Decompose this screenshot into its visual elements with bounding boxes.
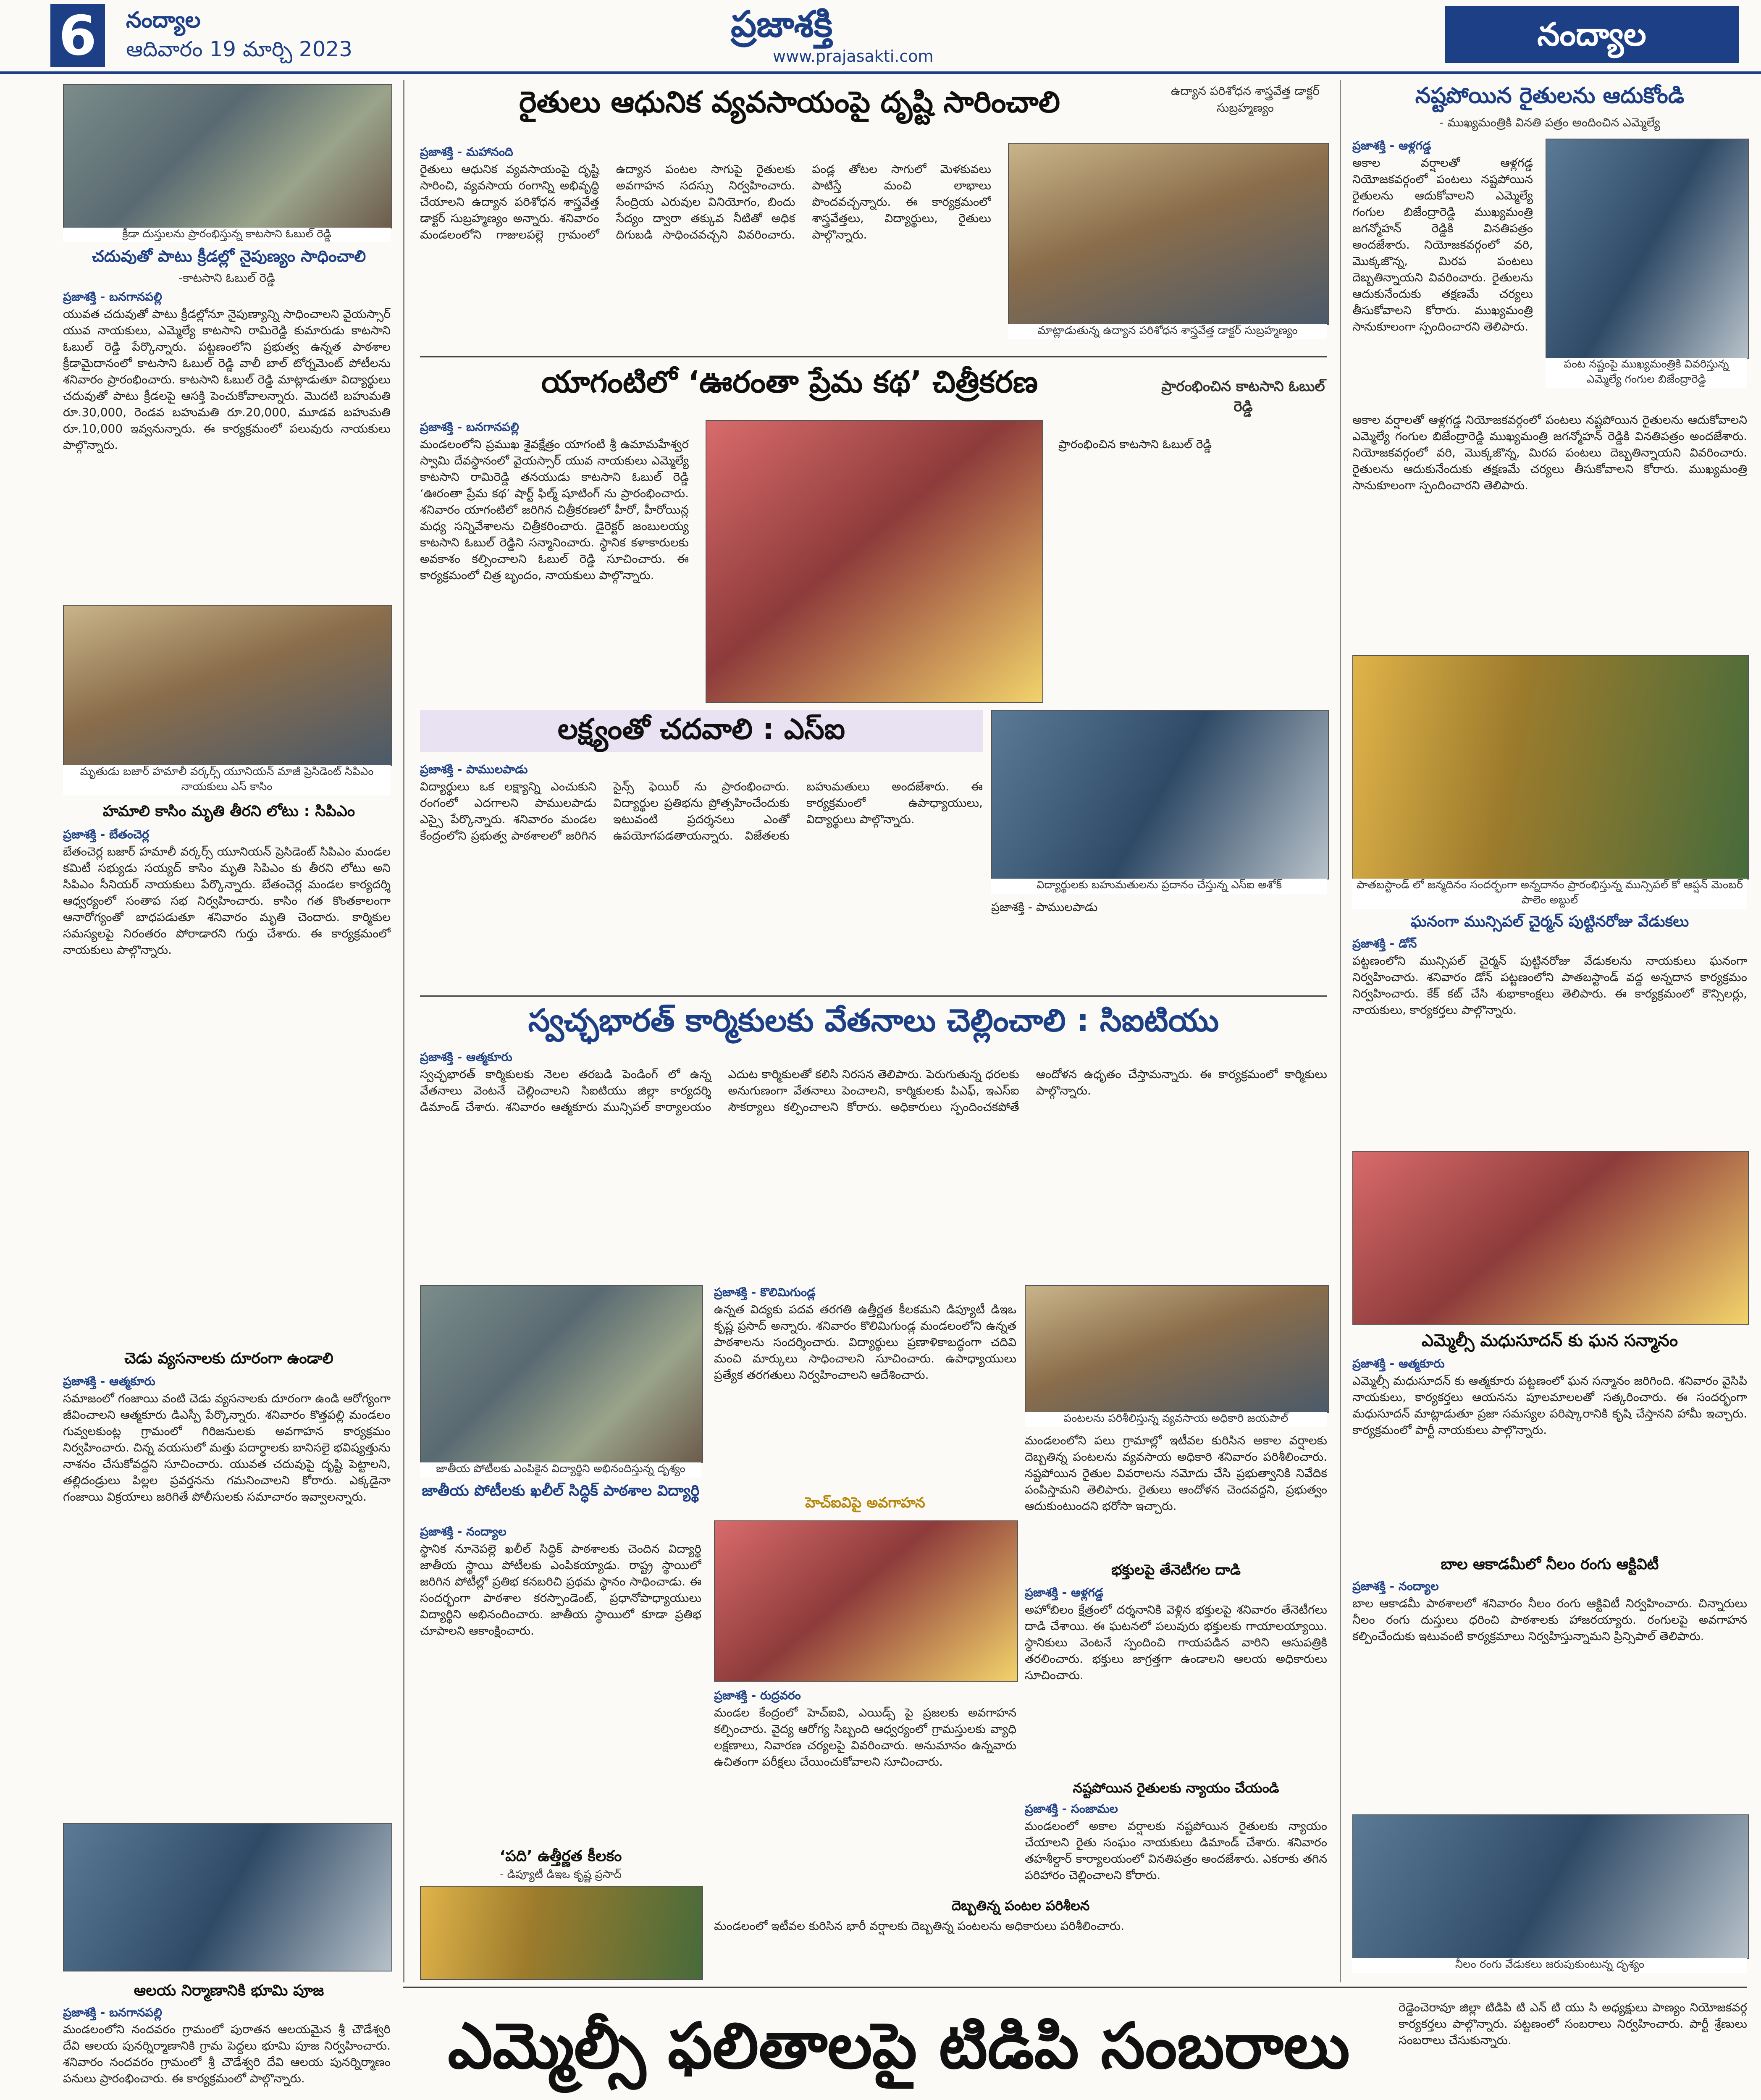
article-body: బాల ఆకాడమీ పాఠశాలలో శనివారం నీలం రంగు ఆక్టివిటీ నిర్వహించారు. చిన్నారులు నీలం రంగు దుస్తులు ధరించి పాఠశాలకు హాజరయ్యారు. రంగులపై అవగాహన కల్పించేందుకు ఇటువంటి కార్యక్రమాలు నిర్వహిస్తున్నామని ప్రిన్సిపాల్ తెలిపారు. xyxy=(1352,1596,1747,1643)
paper-url: www.prajasakti.com xyxy=(773,47,934,66)
photo-caption: నీలం రంగు వేడుకలు జరుపుకుంటున్న దృశ్యం xyxy=(1352,1958,1747,1973)
photo-caption: క్రీడా దుస్తులను ప్రారంభిస్తున్న కాటసాని ఓబుల్ రెడ్డి xyxy=(63,228,391,242)
photo-hiv-awareness xyxy=(714,1520,1018,1682)
article-body: విద్యార్థులు ఒక లక్ష్యాన్ని ఎంచుకుని రంగంలో ఎదగాలని పాములపాడు ఎస్సై పేర్కొన్నారు. శనివారం మండల కేంద్రంలోని ప్రభుత్వ పాఠశాలలో జరిగిన సైన్స్ ఫెయిర్ ను ప్రారంభించారు. విద్యార్థుల ప్రతిభను ప్రోత్సహించేందుకు ఇటువంటి ప్రదర్శనలు ఎంతో ఉపయోగపడతాయన్నారు. విజేతలకు బహుమతులు అందజేశారు. ఈ కార్యక్రమంలో ఉపాధ్యాయులు, విద్యార్థులు పాల్గొన్నారు. xyxy=(420,780,983,843)
photo-agri-scientist xyxy=(1008,143,1329,325)
photo-national-selection xyxy=(420,1285,703,1463)
article-body: సమాజంలో గంజాయి వంటి చెడు వ్యసనాలకు దూరంగా ఉండి ఆరోగ్యంగా జీవించాలని ఆత్మకూరు డిఎస్పీ పేర్కొన్నారు. శనివారం కొత్తపల్లి మండలం గువ్వలకుంట్ల గ్రామంలో గిరిజనులకు అవగాహన కార్యక్రమం నిర్వహించారు. చిన్న వయసులో మత్తు పదార్థాలకు బానిసలై భవిష్యత్తును నాశనం చేసుకోవద్దని సూచించారు. యువత చదువుపై దృష్టి పెట్టాలని, తల్లిదండ్రులు పిల్లల ప్రవర్తనను గమనించాలని కోరారు. ఎక్కడైనా గంజాయి విక్రయాలు జరిగితే పోలీసులకు సమాచారం ఇవ్వాలన్నారు. xyxy=(63,1391,391,1504)
dateline: ప్రజాశక్తి - డోన్ xyxy=(1352,937,1417,950)
photo-obituary xyxy=(63,605,392,766)
photo-annadanam xyxy=(1352,655,1749,879)
article-body: ఎమ్మెల్సీ మధుసూదన్ కు ఆత్మకూరు పట్టణంలో ఘన సన్మానం జరిగింది. శనివారం వైసిపి నాయకులు, కార్యకర్తలు ఆయనను పూలమాలలతో సత్కరించారు. ఈ సందర్భంగా మధుసూదన్ మాట్లాడుతూ ప్రజా సమస్యల పరిష్కారానికి కృషి చేస్తానని హామీ ఇచ్చారు. కార్యక్రమంలో పార్టీ నాయకులు పాల్గొన్నారు. xyxy=(1352,1374,1747,1437)
article-body: బేతంచెర్ల బజార్ హమాలీ వర్కర్స్ యూనియన్ ప్రెసిడెంట్ సిపిఎం మండల కమిటీ సభ్యుడు సయ్యద్ కాసిం మృతి సిపిఎం కు తీరని లోటు అని సిపిఎం సీనియర్ నాయకులు పేర్కొన్నారు. బేతంచెర్ల మండల కార్యదర్శి ఆధ్వర్యంలో సంతాప సభ నిర్వహించారు. కాసిం గత కొంతకాలంగా ఆనారోగ్యంతో బాధపడుతూ శనివారం మృతి చెందారు. కార్మికుల సమస్యలపై నిరంతరం పోరాడారని గుర్తు చేశారు. ఈ కార్యక్రమంలో నాయకులు పాల్గొన్నారు. xyxy=(63,845,391,957)
headline: హమాలి కాసిం మృతి తీరని లోటు : సిపిఎం xyxy=(102,803,355,820)
photo-film-shooting xyxy=(706,420,1043,703)
masthead-district: నంద్యాల xyxy=(126,8,201,33)
kicker: ఉద్యాన పరిశోధన శాస్త్రవేత్త డాక్టర్ సుబ్రహ్మణ్యం xyxy=(1171,84,1320,115)
photo-caption: పంటలను పరిశీలిస్తున్న వ్యవసాయ అధికారి జయపాల్ xyxy=(1025,1412,1327,1427)
article-body: స్వచ్ఛభారత్ కార్మికులకు నెలల తరబడి పెండింగ్ లో ఉన్న వేతనాలు వెంటనే చెల్లించాలని సిఐటియు జిల్లా కార్యదర్శి డిమాండ్ చేశారు. శనివారం ఆత్మకూరు మున్సిపల్ కార్యాలయం ఎదుట కార్మికులతో కలిసి నిరసన తెలిపారు. పెరుగుతున్న ధరలకు అనుగుణంగా వేతనాలు పెంచాలని, కార్మికులకు పిఎఫ్, ఇఎస్ఐ సౌకర్యాలు కల్పించాలని కోరారు. అధికారులు స్పందించకపోతే ఆందోళన ఉధృతం చేస్తామన్నారు. ఈ కార్యక్రమంలో కార్మికులు పాల్గొన్నారు. xyxy=(420,1067,1327,1114)
dateline: ప్రజాశక్తి - ఆత్మకూరు xyxy=(63,1374,155,1388)
headline: ఘనంగా మున్సిపల్ చైర్మన్ పుట్టినరోజు వేడుకలు xyxy=(1410,913,1689,930)
headline: దెబ్బతిన్న పంటల పరిశీలన xyxy=(951,1898,1090,1914)
article-body: మండలంలో ఇటీవల కురిసిన భారీ వర్షాలకు దెబ్బతిన్న పంటలను అధికారులు పరిశీలించారు. xyxy=(714,1919,1125,1933)
article-body: యువత చదువుతో పాటు క్రీడల్లోనూ నైపుణ్యాన్ని సాధించాలని వైయస్సార్ యువ నాయకులు, ఎమ్మెల్యే కాటసాని రామిరెడ్డి కుమారుడు కాటసాని ఓబుల్ రెడ్డి పేర్కొన్నారు. పట్టణంలోని ప్రభుత్వ ఉన్నత పాఠశాల క్రీడామైదానంలో కాటసాని ఓబుల్ రెడ్డి వాలీ బాల్ టోర్నమెంట్ పోటీలను శనివారం ప్రారంభించారు. కాటసాని ఓబుల్ రెడ్డి మాట్లాడుతూ విద్యార్థులు చదువుతో పాటు క్రీడలపై ఆసక్తి పెంచుకోవాలన్నారు. మొదటి బహుమతి రూ.30,000, రెండవ బహుమతి రూ.20,000, మూడవ బహుమతి రూ.10,000 ఇవ్వనున్నారు. ఈ కార్యక్రమంలో పలువురు నాయకులు పాల్గొన్నారు. xyxy=(63,307,391,452)
dateline: ప్రజాశక్తి - కొలిమిగుండ్ల xyxy=(714,1285,816,1299)
column-divider xyxy=(403,80,404,1982)
dateline: ప్రజాశక్తి - పాములపాడు xyxy=(420,762,528,776)
dateline: ప్రజాశక్తి - ఆళ్లగడ్డ xyxy=(1025,1586,1104,1599)
article-body: మండలంలోని నందవరం గ్రామంలో పురాతన ఆలయమైన శ్రీ చౌడేశ్వరి దేవి ఆలయ పునర్నిర్మాణానికి గ్రామ పెద్దలు భూమి పూజ నిర్వహించారు. శనివారం నందవరం గ్రామంలో శ్రీ చౌడేశ్వరి దేవి ఆలయ పునర్నిర్మాణం పనులు ప్రారంభించారు. ఈ కార్యక్రమంలో పాల్గొన్నారు. xyxy=(63,2022,391,2085)
article-body: పట్టణంలోని మున్సిపల్ చైర్మన్ పుట్టినరోజు వేడుకలను నాయకులు ఘనంగా నిర్వహించారు. శనివారం డోన్ పట్టణంలోని పాతబస్టాండ్ వద్ద అన్నదాన కార్యక్రమం నిర్వహించారు. కేక్ కట్ చేసి శుభాకాంక్షలు తెలిపారు. ఈ కార్యక్రమంలో కౌన్సిలర్లు, నాయకులు, కార్యకర్తలు పాల్గొన్నారు. xyxy=(1352,954,1747,1017)
headline: ఎమ్మెల్సీ ఫలితాలపై టిడిపి సంబరాలు xyxy=(448,2010,1350,2083)
headline: భక్తులపై తేనెటీగల దాడి xyxy=(1111,1562,1241,1578)
dateline: ప్రజాశక్తి - బనగానపల్లి xyxy=(63,2006,162,2019)
article-body: అహోబిలం క్షేత్రంలో దర్శనానికి వెళ్లిన భక్తులపై శనివారం తేనెటీగలు దాడి చేశాయి. ఈ ఘటనలో పలువురు భక్తులకు గాయాలయ్యాయి. స్థానికులు వెంటనే స్పందించి గాయపడిన వారిని ఆసుపత్రికి తరలించారు. భక్తులు జాగ్రత్తగా ఉండాలని ఆలయ అధికారులు సూచించారు. xyxy=(1025,1603,1327,1682)
article-body-continued: అకాల వర్షాలతో ఆళ్లగడ్డ నియోజకవర్గంలో పంటలు నష్టపోయిన రైతులను ఆదుకోవాలని ఎమ్మెల్యే గంగుల బిజేంద్రారెడ్డి ముఖ్యమంత్రి జగన్మోహన్ రెడ్డికి వినతిపత్రం అందజేశారు. నియోజకవర్గంలో వరి, మొక్కజొన్న, మిరప పంటలు దెబ్బతిన్నాయని వివరించారు. రైతులను ఆదుకునేందుకు తక్షణమే చర్యలు తీసుకోవాలని కోరారు. ముఖ్యమంత్రి సానుకూలంగా స్పందించారని తెలిపారు. xyxy=(1352,413,1747,492)
kicker: -కాటసాని ఓబుల్ రెడ్డి xyxy=(178,271,275,285)
article-body: స్థానిక నూనెపల్లె ఖలీల్ సిద్ధిక్ పాఠశాలకు చెందిన విద్యార్థి జాతీయ స్థాయి పోటీలకు ఎంపికయ్యాడు. రాష్ట్ర స్థాయిలో జరిగిన పోటీల్లో ప్రతిభ కనబరిచి ప్రథమ స్థానం సాధించాడు. ఈ సందర్భంగా పాఠశాల కరస్పాండెంట్, ప్రధానోపాధ్యాయులు విద్యార్థిని అభినందించారు. జాతీయ స్థాయిలో కూడా ప్రతిభ చూపాలని ఆకాంక్షించారు. xyxy=(420,1542,701,1638)
headline: బాల ఆకాడమీలో నీలం రంగు ఆక్టివిటీ xyxy=(1441,1556,1659,1573)
section-rule xyxy=(403,1987,1747,1988)
dateline: ప్రజాశక్తి - నంద్యాల xyxy=(420,1525,507,1538)
photo-tenth-class xyxy=(420,1886,703,1980)
headline: నష్టపోయిన రైతులకు న్యాయం చేయండి xyxy=(1073,1780,1279,1796)
dateline: ప్రజాశక్తి - ఆత్మకూరు xyxy=(1352,1357,1445,1370)
dateline: ప్రజాశక్తి - రుద్రవరం xyxy=(714,1688,801,1702)
headline: నష్టపోయిన రైతులను ఆదుకోండి xyxy=(1415,83,1685,108)
masthead-date: ఆదివారం 19 మార్చి 2023 xyxy=(126,37,353,61)
photo-mlc-felicitation xyxy=(1352,1151,1749,1325)
section-title: నంద్యాల xyxy=(1445,6,1739,63)
article-body: అకాల వర్షాలతో ఆళ్లగడ్డ నియోజకవర్గంలో పంటలు నష్టపోయిన రైతులను ఆదుకోవాలని ఎమ్మెల్యే గంగుల బిజేంద్రారెడ్డి ముఖ్యమంత్రి జగన్మోహన్ రెడ్డికి వినతిపత్రం అందజేశారు. నియోజకవర్గంలో వరి, మొక్కజొన్న, మిరప పంటలు దెబ్బతిన్నాయని వివరించారు. రైతులను ఆదుకునేందుకు తక్షణమే చర్యలు తీసుకోవాలని కోరారు. ముఖ్యమంత్రి సానుకూలంగా స్పందించారని తెలిపారు. xyxy=(1352,156,1533,333)
headline: హెచ్ఐవిపై అవగాహన xyxy=(805,1494,925,1511)
photo-cm-meeting xyxy=(1546,139,1749,359)
headline: ‘పది’ ఉత్తీర్ణత కీలకం xyxy=(499,1848,622,1865)
article-body: మండల కేంద్రంలో హెచ్ఐవి, ఎయిడ్స్ పై ప్రజలకు అవగాహన కల్పించారు. వైద్య ఆరోగ్య సిబ్బంది ఆధ్వర్యంలో గ్రామస్తులకు వ్యాధి లక్షణాలు, నివారణ చర్యలపై వివరించారు. అనుమానం ఉన్నవారు ఉచితంగా పరీక్షలు చేయించుకోవాలని సూచించారు. xyxy=(714,1706,1016,1769)
dateline: ప్రజాశక్తి - మహానంది xyxy=(420,145,513,159)
photo-volleyball-launch xyxy=(63,84,392,228)
page-number: 6 xyxy=(50,4,105,67)
article-body: రైతులు ఆధునిక వ్యవసాయంపై దృష్టి సారించి, వ్యవసాయ రంగాన్ని అభివృద్ధి చేయాలని ఉద్యాన పరిశోధన శాస్త్రవేత్త డాక్టర్ సుబ్రహ్మణ్యం అన్నారు. శనివారం మండలంలోని గాజులపల్లె గ్రామంలో ఉద్యాన పంటల సాగుపై రైతులకు అవగాహన సదస్సు నిర్వహించారు. సేంద్రియ ఎరువుల వినియోగం, బిందు సేద్యం ద్వారా తక్కువ నీటితో అధిక దిగుబడి సాధించవచ్చని వివరించారు. పండ్ల తోటల సాగులో మెళకువలు పాటిస్తే మంచి లాభాలు పొందవచ్చన్నారు. ఈ కార్యక్రమంలో శాస్త్రవేత్తలు, విద్యార్థులు, రైతులు పాల్గొన్నారు. xyxy=(420,162,991,242)
article-body: ఉన్నత విద్యకు పదవ తరగతి ఉత్తీర్ణత కీలకమని డిప్యూటీ డిఇఒ కృష్ణ ప్రసాద్ అన్నారు. శనివారం కొలిమిగుండ్ల మండలంలోని ఉన్నత పాఠశాలను సందర్శించారు. విద్యార్థులు ప్రణాళికాబద్ధంగా చదివి మంచి మార్కులు సాధించాలని సూచించారు. ఉపాధ్యాయులు ప్రత్యేక తరగతులు నిర్వహించాలని ఆదేశించారు. xyxy=(714,1302,1016,1382)
photo-caption: విద్యార్థులకు బహుమతులను ప్రదానం చేస్తున్న ఎస్ఐ అశోక్ xyxy=(991,879,1327,894)
article-body: రెడ్డెంచెరావూ జిల్లా టిడిపి టి ఎన్ టి యు సి అధ్యక్షులు పాణ్యం నియోజకవర్గ కార్యకర్తలు పాల్గొన్నారు. పట్టణంలో సంబరాలు నిర్వహించారు. పార్టీ శ్రేణులు సంబరాలు చేసుకున్నారు. xyxy=(1399,2000,1747,2047)
headline: ఆలయ నిర్మాణానికి భూమి పూజ xyxy=(134,1982,324,1999)
photo-crop-inspection xyxy=(1025,1285,1329,1413)
photo-caption: మృతుడు బజార్ హమాలీ వర్కర్స్ యూనియన్ మాజీ ప్రెసిడెంట్ సిపిఎం నాయకులు ఎస్ కాసిం xyxy=(63,765,391,795)
dateline: ప్రజాశక్తి - ఆత్మకూరు xyxy=(420,1050,512,1064)
kicker: ప్రారంభించిన కాటసాని ఓబుల్ రెడ్డి xyxy=(1161,378,1325,415)
dateline: ప్రజాశక్తి - సంజామల xyxy=(1025,1802,1118,1816)
headline: స్వచ్ఛభారత్ కార్మికులకు వేతనాలు చెల్లించాలి : సిఐటియు xyxy=(528,1003,1219,1039)
photo-science-fair xyxy=(991,710,1329,879)
photo-temple-pooja xyxy=(63,1823,392,1971)
headline: చదువుతో పాటు క్రీడల్లో నైపుణ్యం సాధించాలి xyxy=(92,247,366,265)
dateline: ప్రజాశక్తి - బేతంచెర్ల xyxy=(63,827,149,841)
photo-blue-day xyxy=(1352,1814,1749,1959)
article-body: మండలంలో అకాల వర్షాలకు నష్టపోయిన రైతులకు న్యాయం చేయాలని రైతు సంఘం నాయకులు డిమాండ్ చేశారు. శనివారం తహశీల్దార్ కార్యాలయంలో వినతిపత్రం అందజేశారు. ఎకరాకు తగిన పరిహారం చెల్లించాలని కోరారు. xyxy=(1025,1819,1327,1882)
section-rule xyxy=(420,995,1327,997)
article-body-continued: ప్రజాశక్తి - పాములపాడు xyxy=(991,900,1098,914)
headline: యాగంటిలో ‘ఊరంతా ప్రేమ కథ’ చిత్రీకరణ xyxy=(541,364,1038,399)
dateline: ప్రజాశక్తి - ఆళ్లగడ్డ xyxy=(1352,139,1431,152)
headline: లక్ష్యంతో చదవాలి : ఎస్ఐ xyxy=(557,713,845,746)
photo-caption: పాతబస్టాండ్ లో జన్మదినం సందర్భంగా అన్నదానం ప్రారంభిస్తున్న మున్సిపల్ కో ఆప్షన్ మెంబర్ పాలెం అబ్దుల్ xyxy=(1352,879,1747,909)
headline: రైతులు ఆధునిక వ్యవసాయంపై దృష్టి సారించాలి xyxy=(519,85,1060,119)
dateline: ప్రజాశక్తి - నంద్యాల xyxy=(1352,1579,1439,1593)
section-rule xyxy=(420,356,1327,357)
dateline: ప్రజాశక్తి - బనగానపల్లి xyxy=(420,420,519,434)
photo-caption: మాట్లాడుతున్న ఉద్యాన పరిశోధన శాస్త్రవేత్త డాక్టర్ సుబ్రహ్మణ్యం xyxy=(1008,324,1327,339)
article-body-continued: ప్రారంభించిన కాటసాని ఓబుల్ రెడ్డి xyxy=(1058,437,1212,451)
headline: ఎమ్మెల్సీ మధుసూదన్ కు ఘన సన్మానం xyxy=(1421,1331,1678,1350)
photo-caption: పంట నష్టంపై ముఖ్యమంత్రికి వివరిస్తున్న ఎమ్మెల్యే గంగుల బిజేంద్రారెడ్డి xyxy=(1546,358,1747,388)
article-body: మండలంలోని ప్రముఖ శైవక్షేత్రం యాగంటి శ్రీ ఉమామహేశ్వర స్వామి దేవస్థానంలో వైయస్సార్ యువ నాయకులు ఎమ్మెల్యే కాటసాని రామిరెడ్డి తనయుడు కాటసాని ఓబుల్ రెడ్డి ‘ఊరంతా ప్రేమ కథ’ షార్ట్ ఫిల్మ్ షూటింగ్ ను ప్రారంభించారు. శనివారం యాగంటిలో జరిగిన చిత్రీకరణలో హీరో, హీరోయిన్ల మధ్య సన్నివేశాలను చిత్రీకరించారు. డైరెక్టర్ జంబులయ్య కాటసాని ఓబుల్ రెడ్డిని సన్మానించారు. స్థానిక కళాకారులకు అవకాశం కల్పించాలని ఓబుల్ రెడ్డి సూచించారు. ఈ కార్యక్రమంలో చిత్ర బృందం, నాయకులు పాల్గొన్నారు. xyxy=(420,437,689,582)
article-body: మండలంలోని పలు గ్రామాల్లో ఇటీవల కురిసిన అకాల వర్షాలకు దెబ్బతిన్న పంటలను వ్యవసాయ అధికారి శనివారం పరిశీలించారు. నష్టపోయిన రైతుల వివరాలను నమోదు చేసి ప్రభుత్వానికి నివేదిక పంపిస్తామని తెలిపారు. రైతులు ఆందోళన చెందవద్దని, ప్రభుత్వం ఆదుకుంటుందని భరోసా ఇచ్చారు. xyxy=(1025,1433,1327,1513)
kicker: - డిప్యూటీ డిఇఒ కృష్ణ ప్రసాద్ xyxy=(499,1868,622,1881)
headline: జాతీయ పోటీలకు ఖలీల్ సిద్ధిక్ పాఠశాల విద్యార్థి xyxy=(422,1482,700,1499)
column-divider xyxy=(1340,80,1341,1982)
paper-logo: ప్రజాశక్తి xyxy=(731,3,833,45)
photo-caption: జాతీయ పోటీలకు ఎంపికైన విద్యార్థిని అభినందిస్తున్న దృశ్యం xyxy=(420,1462,701,1478)
headline: చెడు వ్యసనాలకు దూరంగా ఉండాలి xyxy=(124,1350,333,1367)
dateline: ప్రజాశక్తి - బనగానపల్లి xyxy=(63,290,162,304)
kicker: - ముఖ్యమంత్రికి వినతి పత్రం అందించిన ఎమ్మెల్యే xyxy=(1439,116,1660,129)
